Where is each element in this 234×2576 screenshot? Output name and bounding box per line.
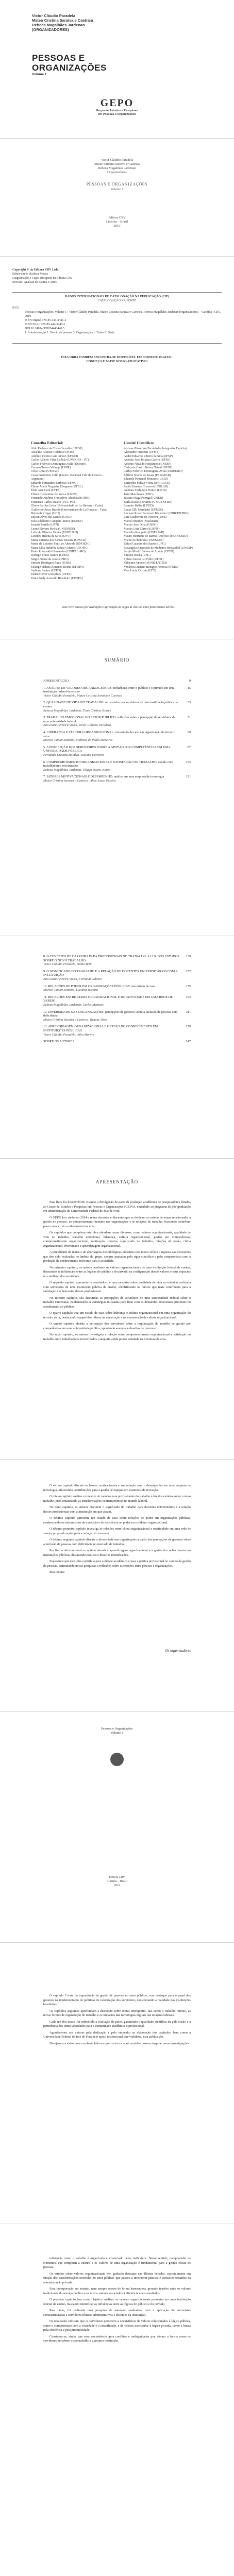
council-member: Antonio Jose Teixeira Guerra (UFRJ) — [124, 459, 171, 462]
council-member: Jussara Fraga Portugal (UNEB) — [124, 497, 163, 500]
title-page-publisher — [0, 216, 234, 228]
toc-entry-page: 15 — [187, 686, 191, 690]
table-of-contents — [43, 679, 191, 786]
presentation-title: APRESENTAÇÃO — [95, 1179, 139, 1184]
paragraph: Constatou-se, ainda, que essa coexistência gera conflitos e ambiguidades que afetam a forma como os servidores percebem o seu trabalho e a própria instituição. — [43, 2334, 191, 2343]
title-author: Mateo Cristina Saraiva e Caetrica — [94, 162, 140, 166]
toc-entry-title: 8. O CONCEITO DE CARREIRA PARA PROFISSIONAIS DO TRABALHO: A LUZ DOS ESTUDOS SOBRE O NOVO TRABALHO — [43, 955, 179, 962]
toc-entry[interactable] — [43, 775, 191, 783]
council-member: Paulo Romualdo Hernandes (UNIFAL-MG) — [31, 550, 86, 553]
council-member: Antônio Pereira Gaio Júnior (UFRRJ) — [31, 454, 78, 458]
council-member: Anselmo Alencar Colares (UFOPA) — [31, 451, 76, 454]
council-member: Simone Rocha (UnC) — [124, 554, 151, 557]
cover-page — [0, 0, 234, 138]
toc-entry-author: Ana Luiza Ferreira Vieira, Fernanda Ribeiro — [43, 977, 102, 981]
title-page-authors — [0, 158, 234, 175]
paragraph: O décimo primeiro capítulo investiga as relações entre clima organizacional e rotatividade em uma rede de varejo, propondo ações para a redução do turnover. — [43, 1527, 191, 1535]
toc-entry-author: Rebeca Magalhães Jardenan, Carlos Menezes — [43, 1003, 104, 1007]
editorial-title: Conselho Editorial: — [31, 440, 63, 445]
publisher-line: Editora CRV — [108, 216, 126, 219]
toc-entry-page: 69 — [187, 730, 191, 734]
paragraph: Por fim, o décimo terceiro capítulo aborda a aprendizagem organizacional e a gestão do conhecimento em instituições públicas, destacando práticas e desafios identificados. — [43, 1549, 191, 1557]
council-member: Aldo Pacheco da Costa Carvalho (UFOP) — [31, 447, 83, 450]
presentation-text-continued — [43, 1484, 191, 1577]
paragraph: Os capítulos seguintes aprofundam a discussão sobre temas emergentes, tais como o trabalho remoto, as novas formas de organização do trabalho e os impactos das tecnologias digitais nas relações laborais. — [43, 2009, 191, 2017]
council-member: Luciana Rosar Fornazari Klanovicz (UNICENTRO) — [124, 512, 189, 515]
council-member: Marcel Mendes (Mackenzie) — [124, 519, 160, 523]
title-page — [0, 139, 234, 256]
toc-entry[interactable] — [43, 760, 191, 772]
toc-entry-page: 157 — [186, 969, 191, 973]
paragraph: O presente capítulo tem como objetivo analisar os valores organizacionais presentes em uma instituição federal de ensino, buscando identificar as influências entre as lógicas do público e do privado. — [43, 2298, 191, 2306]
toc-entry-title: 13. APRENDIZAGEM ORGANIZACIONAL E GESTÃO DO CONHECIMENTO EM INSTITUIÇÕES PÚBLICAS — [43, 1025, 158, 1032]
council-member: Lourdes Helena da Silva (UFV) — [31, 535, 71, 538]
cover-authors — [32, 13, 135, 32]
title-author: Organizadores — [107, 171, 127, 174]
council-member: Adriane Piovezan (Faculdades Integradas Espírita) — [124, 447, 187, 450]
toc-entry[interactable] — [43, 1040, 191, 1044]
half-title-line: Volume 1 — [110, 1731, 124, 1735]
council-member: Karla Rosário Brumes (UNICENTRO) — [124, 500, 172, 504]
chapter-text — [43, 1994, 191, 2048]
council-member: Maria Lília Imbiriba Sousa Colares (UFOPA) — [31, 546, 88, 550]
half-title — [0, 1727, 234, 1735]
toc-entry-page: 9 — [189, 679, 191, 683]
paragraph: O quinto capítulo aborda a percepção dos servidores sobre a implantação do modelo de gestão por competências em uma universidade pública, apontando avanços e desafios do processo. — [43, 1322, 191, 1330]
council-member: Fabio Eduardo Cressoni (UNILAB) — [124, 485, 169, 489]
council-member: Guillermo Arias Beatón (Universidade de La Havana – Cuba) — [31, 508, 108, 512]
notice-line: ESTA OBRA TAMBÉM ENCONTRA-SE DISPONÍVEL EM FORMATO DIGITAL. — [61, 356, 173, 359]
toc-entry-author: Mateo Cristina Saraiva e Caetrica, Alice Souza Pereira — [43, 778, 116, 783]
council-member: Euripedes Falcao Vieira (IHGRRGS) — [124, 481, 170, 485]
council-member: Carlos Federico Dominguez Avila (Unieuro) — [31, 462, 86, 466]
cover-title-line: PESSOAS E — [32, 53, 85, 63]
peer-review-note: Este livro passou por avaliação e aprovação às cegas de dois ou mais pareceristas ad hoc. — [62, 606, 175, 609]
council-member: Valdemir Antoneli (UNICENTRO) — [124, 562, 168, 565]
council-member: Rafael Guarato dos Santos (UFG) — [124, 543, 166, 546]
title-page-volume: Volume 1 — [110, 188, 124, 191]
paragraph: A pluralidade de temas e de abordagens metodológicas presentes nos textos reflete a riqueza das discussões que têm sido realizadas no âmbito do grupo, sempre pautadas pelo rigor científico e pelo compromisso com a produção de conhecimento relevante para a sociedade. — [43, 1250, 191, 1263]
toc-entry[interactable] — [43, 745, 191, 757]
toc-entry-page: 105 — [186, 760, 191, 764]
toc-entry-page: 211 — [186, 1010, 191, 1014]
notice-line: CONHEÇA E BAIXE NOSSO APLICATIVO! — [86, 360, 148, 363]
paragraph: Os resultados indicam que os servidores percebem a coexistência de valores relacionados à lógica pública, como o compromisso com a sociedade e a estabilidade, e de valores associados à lógica privada, como a busca pela eficiência e pela produtividade. — [43, 2319, 191, 2332]
page-divider — [0, 1158, 234, 1159]
paragraph: O décimo capítulo apresenta um estudo de caso sobre relações de poder em organizações públicas, evidenciando os mecanismos de exercício e de resistência ao poder no cotidiano organizacional. — [43, 1516, 191, 1524]
toc-entry-page: 121 — [186, 775, 191, 779]
cip-line: DOI 10.24824/978854443440.5 — [25, 327, 64, 330]
half-title-line: Pessoas e Organizações — [101, 1727, 133, 1731]
paragraph: Desejamos a todos uma excelente leitura e que os textos aqui reunidos possam inspirar novas investigações. — [49, 2041, 190, 2045]
council-member: Eduardo Fernandes Barbosa (UFMG) — [31, 481, 78, 485]
cip-title: DADOS INTERNACIONAIS DE CATALOGAÇÃO NA PUBLICAÇÃO (CIP) — [65, 295, 169, 298]
paragraph: No terceiro capítulo, são discutidas as percepções de servidores de uma universidade federal sobre o trabalho emocional, evidenciando as estratégias utilizadas para lidar com as demandas emocionais presentes no atendimento ao público. — [43, 1296, 191, 1309]
council-member: Tania Suely Azevedo Brasileiro (UFOPA) — [31, 577, 83, 580]
toc-entry[interactable] — [43, 970, 191, 981]
toc-entry-title: 7. FATORES MOTIVACIONAIS E DESEMPENHO: análise em uma empresa de tecnologia — [43, 775, 164, 779]
scientific-list — [124, 447, 201, 573]
council-member: Lídia de Oliveira Xavier (UNIEURO) — [31, 531, 78, 534]
council-member: Venilson Luciano Benigno Fonseca (IFMG) — [124, 565, 178, 569]
cip-line: 1. Administração 2. Gestão de pessoas 3. Organizações I. Título II. Série — [25, 331, 115, 334]
toc-entry-title: 11. RELAÇÕES ENTRE CLIMA ORGANIZACIONAL E ROTATIVIDADE EM UMA REDE DE VAREJO — [43, 995, 173, 1003]
council-member: Simone Rodrigues Pinto (UNB) — [31, 562, 71, 565]
council-member: Sergio Murilo Santos de Araújo (UFCG) — [124, 550, 174, 553]
council-member: Fernando Antônio Gonçalves Alcoforado (IPB) — [31, 497, 90, 500]
cover-author: Mateo Cristina Saraiva e Caetrica — [32, 18, 93, 23]
toc-entry-page: 229 — [186, 1025, 191, 1029]
chapter-text — [43, 2257, 191, 2346]
cover-author: (ORGANIZADORES) — [32, 27, 69, 32]
council-member: Carlos de Castro Neves Neto (UNESP) — [124, 466, 173, 470]
paragraph: Este livro foi desenvolvido visando a divulgação de parte da produção acadêmica de pesquisadores filiados ao Grupo de Estudos e Pesquisas em Pessoas e Organizações (GEPO), vinculado ao programa de pós-graduação em administração da Universidade Federal de Juiz de Fora. — [43, 1200, 191, 1213]
council-member: Sylvio Fausto Gil Filho (UFPR) — [124, 557, 164, 561]
publisher-line: 2019 — [114, 1884, 120, 1887]
council-member: Élsio José Corá (UFFS) — [31, 489, 61, 493]
copyright-line: Copyright © da Editora CRV Ltda. — [12, 268, 59, 272]
toc-entry-author: Victor Cláudio Paradela, Nádia Brito — [43, 962, 93, 967]
council-member: Maria de Lourdes Pinto de Almeida (UNOESC) — [31, 543, 91, 546]
council-member: Edilson Soares de Souza (FABAPAR) — [124, 473, 171, 477]
council-member: Maurilio Rompatto (UNESPAR) — [124, 531, 164, 534]
council-member: Sydione Santos (UEPG) — [31, 569, 61, 572]
council-member: Michel Kobelinski (UNESPAR) — [124, 538, 164, 542]
toc-entry-title: APRESENTAÇÃO — [43, 679, 69, 683]
council-member: Tadeu Oliver Gonçalves (UFPA) — [31, 573, 72, 577]
cip-line: ISBN Físico 978-85-444-3440-5 — [25, 323, 65, 326]
table-of-contents-continued — [43, 955, 191, 1047]
toc-entry-title: 3. TRABALHO EMOCIONAL NO SETOR PÚBLICO: reflexões sobre a percepção de servidores de uma universidade federal — [43, 716, 175, 723]
toc-entry[interactable] — [43, 679, 191, 683]
toc-entry-title: SOBRE OS AUTORES — [43, 1040, 75, 1044]
council-member: Rosangela Aparecida de Medeiros Hespanhol (UNESP) — [124, 546, 193, 550]
council-member: Carlos Alberto Vilar Estêvão (UMINHO – PT) — [31, 459, 89, 462]
paragraph: Cada um dos textos foi submetido a avaliação de pares, garantindo a qualidade científica da publicação e a pertinência dos temas abordados para a comunidade acadêmica e profissional. — [43, 2020, 191, 2028]
paragraph: Agradecemos aos autores pela dedicação e pelo empenho na elaboração dos capítulos, bem como à Universidade Federal de Juiz de Fora pelo apoio institucional que viabilizou esta publicação. — [43, 2030, 191, 2039]
toc-entry[interactable] — [43, 686, 191, 698]
paragraph: influencia como o trabalho é organizado e vivenciado pelos indivíduos. Nesse sentido, compreender os elementos que compõem a cultura e os valores de uma organização é fundamental para a gestão eficaz de pessoas. — [43, 2257, 191, 2269]
toc-entry-author: Fernanda Cristina da Silva, Luciano Carneiro — [43, 753, 104, 757]
editorial-list — [31, 447, 108, 581]
cip-box — [12, 292, 222, 344]
council-member: Andre Eduardo Ribeiro da Silva (IFSP) — [124, 454, 173, 458]
toc-entry[interactable] — [43, 716, 191, 727]
page-divider — [0, 256, 234, 257]
toc-entry-page: 193 — [186, 995, 191, 999]
council-member: Elizeu Clementino de Souza (UNEB) — [31, 493, 77, 496]
cip-line: P475 — [12, 307, 19, 310]
paragraph: No nono capítulo, as autoras discutem o significado do trabalho para docentes universitários e a relação desses profissionais com a instituição em que atuam. — [43, 1505, 191, 1514]
council-member: João Adalberto Campato Junior (UNESP) — [31, 519, 83, 523]
council-member: Celso Conti (UFSCar) — [31, 470, 59, 473]
council-member: Antonio Nivaldo Hespanhol (UNESP) — [124, 462, 172, 466]
paragraph: O capítulo 5 trata da importância da gestão de pessoas no setor público, com destaque para o papel dos gestores na implementação de políticas de valorização dos servidores, considerando a realidade das instituições brasileiras. — [43, 1994, 191, 2006]
publisher-line: Curitiba – Brasil — [107, 1880, 127, 1883]
council-member: Marcio Luiz Carreri (UENP) — [124, 527, 160, 531]
council-member: Cesar Gerónimo Tello (Univer. Nacional Três de Febrero – Argentina) — [31, 473, 104, 481]
council-member: Gloria Fariñas León (Universidade de La Havana – Cuba) — [31, 504, 103, 508]
paragraph: O sétimo capítulo discute os fatores motivacionais e sua relação com o desempenho em uma empresa de tecnologia, oferecendo contribuições para a gestão de equipes em contextos de inovação. — [43, 1484, 191, 1492]
paragraph: Os capítulos que compõem esta obra abordam temas diversos, como valores organizacionais, qualidade de vida no trabalho, trabalho emocional, liderança, cultura organizacional, gestão por competências, comprometimento organizacional, motivação, carreira, significado do trabalho, relações de poder, clima organizacional, diversidade e aprendizagem organizacional. — [43, 1231, 191, 1248]
council-member: Carlos Federico Dominguez Avila (UNIEURO) — [124, 470, 183, 473]
paragraph: Os estudos sobre valores organizacionais têm ganhado destaque nas últimas décadas, especialmente em função das transformações ocorridas no setor público, que passou a incorporar práticas e conceitos oriundos da administração privada. — [43, 2272, 191, 2284]
toc-entry-title: 12. DIVERSIDADE NAS ORGANIZAÇÕES: percepções de gestores sobre a inclusão de pessoas com deficiência — [43, 1010, 178, 1018]
publisher-logo-icon — [110, 1753, 124, 1766]
council-member: Leandro Baller (UFGD) — [124, 504, 154, 508]
council-member: Sérgio Nunes de Jesus (IFRO) — [31, 557, 69, 561]
toc-entry-title: 9. O SIGNIFICADO DO TRABALHO E A RELAÇÃO DE DOCENTES UNIVERSITÁRIOS COM A INSTITUIÇÃO — [43, 969, 178, 977]
toc-entry[interactable] — [43, 955, 191, 967]
council-member: Alexandre Pierezan (UFMS) — [124, 451, 159, 454]
toc-entry[interactable] — [43, 1010, 191, 1022]
toc-entry-title: 5. A PERCEPÇÃO DOS SERVIDORES SOBRE A GESTÃO POR COMPETÊNCIAS EM UMA UNIVERSIDADE PÚBLICA — [43, 745, 171, 753]
toc-entry-page: 87 — [187, 745, 191, 749]
toc-entry-author: Victor Cláudio Paradela, Mateo Cristina Saraiva e Caetrica — [43, 693, 122, 698]
half-title-publisher — [0, 1875, 234, 1888]
toc-entry-title: 4. LIDERANÇA E CULTURA ORGANIZACIONAL: um estudo de caso em organização do terceiro setor — [43, 730, 175, 738]
title-page-title: PESSOAS E ORGANIZAÇÕES — [86, 182, 148, 187]
digital-notice — [12, 355, 222, 364]
council-member: Solange Helena Ximenes-Rocha (UFOPA) — [31, 565, 84, 569]
title-author: Victor Cláudio Paradela — [101, 158, 133, 162]
paragraph: Boa leitura! — [49, 1570, 65, 1574]
paragraph: O quarto capítulo traz um estudo de caso sobre liderança e cultura organizacional em uma organização do terceiro setor, destacando o papel dos líderes na construção e na manutenção da cultura organizacional. — [43, 1311, 191, 1319]
toc-entry[interactable] — [43, 995, 191, 1007]
paragraph: O GEPO foi criado em 2014 e reúne docentes e discentes que se dedicam ao estudo de temas relacionados à gestão de pessoas, ao comportamento humano nas organizações e às relações de trabalho, buscando contribuir para o avanço do conhecimento na área. — [43, 1215, 191, 1228]
toc-entry-author: Marcos Tanure Sanabio, Matheus de Paula Medeiros — [43, 738, 113, 742]
credit-line: Revisão: Analista de Escrita e Artes — [12, 281, 57, 284]
presentation-signature: Os organizadores — [165, 1649, 191, 1653]
council-member: Gilmara Yoshihara Franco (UNIR) — [124, 489, 167, 493]
council-member: Luiz Guilherme de Oliveira (UnB) — [124, 516, 167, 519]
logo-name: GEPO — [100, 97, 134, 109]
paragraph: O décimo segundo capítulo discute a diversidade nas organizações a partir das percepções de gestores sobre a inclusão de pessoas com deficiência no mercado de trabalho. — [43, 1538, 191, 1546]
paragraph: Essa incorporação, no entanto, nem sempre ocorre de forma harmoniosa, gerando tensões entre os valores tradicionais do serviço público e os novos valores associados à eficiência e aos resultados. — [43, 2287, 191, 2295]
council-member: Marcio Jose Ornat (UEPG) — [124, 523, 158, 527]
toc-entry-title: 2. QUALIDADE DE VIDA NO TRABALHO: um estudo com servidores de uma instituição pública de ensino — [43, 701, 178, 708]
paragraph: Para tanto, foi realizada uma pesquisa de natureza qualitativa, com a aplicação de entrevistas semiestruturadas a servidores técnico-administrativos e docentes da instituição. — [43, 2309, 191, 2317]
toc-entry-author: Mateo Cristina Saraiva e Caetrica, Renata Alves — [43, 1018, 107, 1022]
toc-entry-page: 175 — [186, 984, 191, 988]
council-member: Josania Portela (UFPI) — [31, 523, 59, 527]
toc-entry[interactable] — [43, 985, 191, 992]
paragraph: No sexto capítulo, os autores investigam a relação entre comprometimento organizacional e satisfação no trabalho entre trabalhadores terceirizados, categoria ainda pouco estudada na literatura da área. — [43, 1333, 191, 1341]
council-member: Leonel Severo Rocha (UNISINOS) — [31, 527, 75, 531]
toc-entry[interactable] — [43, 731, 191, 742]
council-member: Eduardo Pimentel Menezes (UERJ) — [124, 478, 168, 481]
publisher-line: Curitiba – Brasil — [106, 220, 128, 224]
scientific-title: Comitê Científico: — [124, 440, 154, 445]
publisher-line: Editora CRV — [109, 1876, 125, 1879]
toc-entry[interactable] — [43, 1025, 191, 1037]
council-member: Helmuth Krüger (UCP) — [31, 512, 60, 515]
summary-title: SUMÁRIO — [104, 657, 130, 663]
paragraph: No primeiro capítulo, os autores analisam os valores organizacionais de uma instituição federal de ensino, discutindo as influências entre as lógicas do público e do privado na configuração desses valores e seus impactos no cotidiano dos servidores. — [43, 1265, 191, 1278]
council-member: Elione Maria Nogueira Diogenes (UFAL) — [31, 485, 83, 489]
scientific-committee — [124, 440, 201, 573]
toc-entry-author: Rebeca Magalhães Jardenan, Thiago Soares Nunes — [43, 768, 110, 772]
toc-entry-title: 10. RELAÇÕES DE PODER EM ORGANIZAÇÕES PÚBLICAS: um estudo de caso — [43, 984, 156, 988]
toc-entry-author: Marcos Tanure Sanabio, Luciana Teixeira — [43, 988, 98, 992]
cip-line: Pessoas e organizações: volume 1 / Victor Cláudio Paradela, Mateo Cristina Saraiva e Caetrica, Rebeca Magalhães Jardenan (organizadores) – Curitiba : CRV, 2019. — [25, 311, 221, 318]
title-author: Rebeca Magalhães Jardenan — [98, 166, 136, 170]
logo-subtitle: Grupo de Estudos e Pesquisas — [96, 109, 138, 112]
toc-entry-page: 139 — [186, 955, 191, 958]
editorial-council — [31, 440, 108, 581]
toc-entry-author: Ana Luiza Ferreira Vieira, Victor Cláudio Paradela — [43, 723, 111, 727]
page-divider — [0, 1459, 234, 1460]
presentation-text — [43, 1200, 191, 1344]
toc-entry-title: 6. COMPROMETIMENTO ORGANIZACIONAL E SATISFAÇÃO NO TRABALHO: estudo com trabalhadores terceirizados — [43, 760, 173, 768]
copyright-block — [12, 268, 222, 284]
cip-line: ISBN Digital 978-85-444-3441-2 — [25, 319, 66, 322]
page-divider — [0, 1711, 234, 1712]
page-divider — [0, 1942, 234, 1943]
council-member: Rodrigo Pratte-Santos (UFES) — [31, 554, 69, 557]
council-member: Lucas Zilli Marchetti (UFRGS) — [124, 508, 163, 512]
logo-subtitle: em Pessoas e Organizações — [98, 113, 136, 116]
paragraph: O oitavo capítulo analisa o conceito de carreira para profissionais do trabalho à luz dos estudos sobre o novo trabalho, problematizando as transformações contemporâneas no mundo laboral. — [43, 1495, 191, 1503]
paragraph: Esperamos que esta obra contribua para o debate acadêmico e para a prática profissional no campo da gestão de pessoas, estimulando novas pesquisas e reflexões sobre as relações entre pessoas e organizações. — [43, 1560, 191, 1568]
credit-line: Diagramação e Capa: Designers da Editora CRV — [12, 277, 73, 280]
council-member: Maria Cristina dos Santos Bezerra (UFSCar) — [31, 538, 87, 542]
toc-entry-title: 1. ANÁLISE DE VALORES ORGANIZACIONAIS: influências entre o público e o privado em uma instituição federal de ensino — [43, 686, 175, 694]
credit-line: Editor-chefe: Railson Moura — [12, 273, 48, 276]
paragraph: O segundo capítulo apresenta os resultados de uma pesquisa sobre qualidade de vida no trabalho realizada com servidores de uma instituição pública de ensino, identificando os fatores que mais contribuem para a satisfação e o bem-estar desses profissionais. — [43, 1281, 191, 1293]
toc-entry-author: Rebeca Magalhães Jardenan, Thaís Cristina Soares — [43, 708, 111, 713]
council-member: Francisco Carlos Duarte (PUC-PR) — [31, 500, 75, 504]
council-member: Carmen Tereza Velanga (UNIR) — [31, 466, 71, 470]
toc-entry-page: 247 — [186, 1040, 191, 1044]
toc-entry-page: 33 — [187, 701, 191, 705]
toc-entry[interactable] — [43, 701, 191, 713]
cip-subtitle: CATALOGAÇÃO NA FONTE — [97, 299, 137, 302]
toc-entry-author: Victor Cláudio Paradela, Júlia Martins — [43, 1032, 95, 1037]
cover-title-line: ORGANIZAÇÕES — [32, 63, 107, 73]
council-member: Jailson Alves dos Santos (UFRJ) — [31, 516, 72, 519]
cover-volume: Volume 1 — [32, 73, 47, 76]
cover-author: Victor Cláudio Paradela — [32, 13, 76, 18]
council-member: Vera Lúcia Caixeta (UFT) — [124, 569, 156, 572]
council-member: Mauro Henrique de Barros Amoroso (FEBF/UERJ) — [124, 535, 188, 538]
publisher-line: 2019 — [113, 224, 121, 228]
council-member: Jairo Marchesan (UNC) — [124, 493, 154, 496]
cover-author: Rebeca Magalhães Jardenan — [32, 23, 85, 27]
gepo-logo — [86, 97, 148, 116]
toc-entry-page: 51 — [187, 716, 191, 720]
cover-title — [32, 53, 107, 73]
